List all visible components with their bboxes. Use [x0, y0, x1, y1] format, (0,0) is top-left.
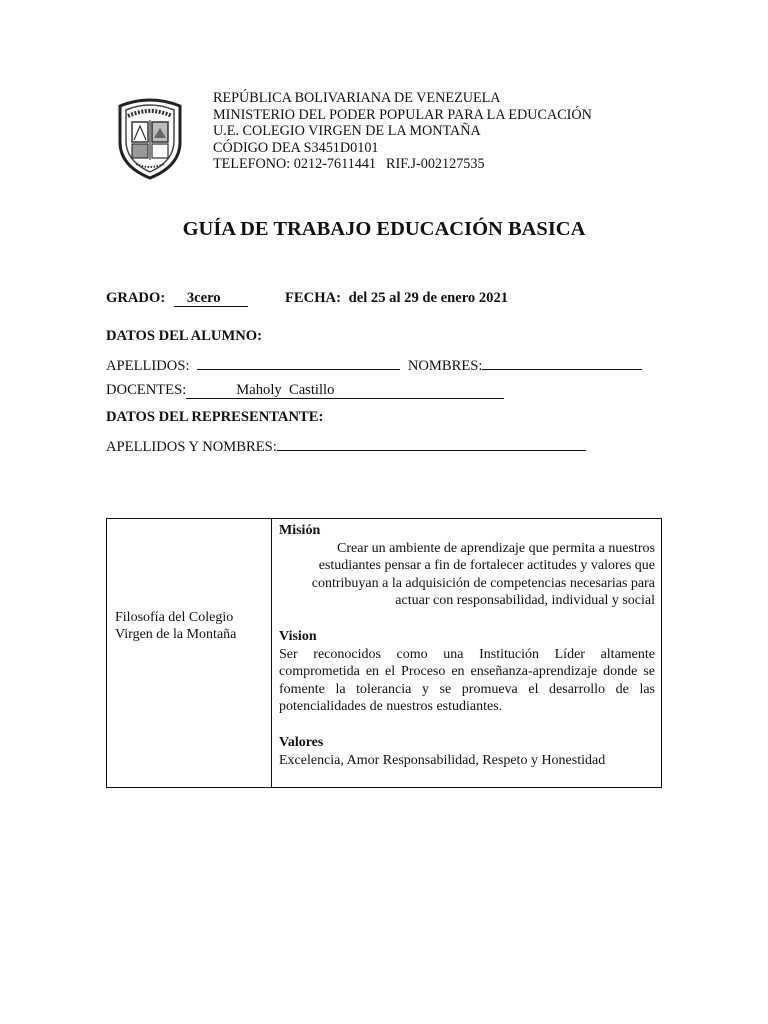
- representante-field[interactable]: [277, 436, 586, 451]
- docentes-value: Maholy Castillo: [236, 382, 335, 398]
- fecha-label: FECHA:: [285, 290, 341, 306]
- philosophy-label-line: Virgen de la Montaña: [115, 627, 237, 642]
- mision-line: contribuyan a la adquisición de competencias necesarias para: [311, 575, 655, 591]
- philosophy-table: [106, 518, 662, 788]
- mision-line: Crear un ambiente de aprendizaje que permita a nuestros: [337, 540, 655, 556]
- header-line: REPÚBLICA BOLIVARIANA DE VENEZUELA: [213, 90, 501, 106]
- school-crest-icon: [112, 96, 188, 180]
- letterhead: [213, 90, 592, 173]
- vision-text: Ser reconocidos como una Institución Líder altamente comprometida en el Proceso en enseñanza-aprendizaje donde se fomente la tolerancia y se promueva el desarrollo de las potencialidades de nuestros estudiantes.: [279, 646, 655, 715]
- mision-heading: Misión: [279, 523, 321, 538]
- phone: TELEFONO: 0212-7611441: [213, 156, 377, 173]
- philosophy-label: [115, 609, 265, 643]
- vision-heading: Vision: [279, 628, 317, 644]
- page-title: GUÍA DE TRABAJO EDUCACIÓN BASICA: [182, 218, 586, 240]
- header-line: CÓDIGO DEA S3451D0101: [213, 139, 379, 156]
- representante-label: APELLIDOS Y NOMBRES:: [106, 439, 277, 455]
- nombres-label: NOMBRES:: [407, 358, 483, 374]
- grado-value: 3cero: [186, 290, 221, 306]
- fecha-value: del 25 al 29 de enero 2021: [348, 290, 509, 306]
- philosophy-label-line: Filosofía del Colegio: [115, 610, 234, 625]
- apellidos-row: [106, 355, 642, 375]
- philosophy-content: [279, 522, 655, 769]
- representante-heading: DATOS DEL REPRESENTANTE:: [106, 409, 324, 425]
- rif: RIF.J-002127535: [386, 156, 485, 173]
- mision-line: estudiantes pensar a fin de fortalecer actitudes y valores que: [318, 558, 655, 574]
- grado-label: GRADO:: [106, 290, 166, 306]
- apellidos-field[interactable]: [197, 355, 400, 370]
- fecha-row: [285, 290, 508, 307]
- alumno-heading: DATOS DEL ALUMNO:: [106, 328, 262, 344]
- docentes-label: DOCENTES:: [106, 382, 187, 398]
- docentes-field[interactable]: [186, 383, 504, 399]
- contact-line: [213, 156, 592, 173]
- grado-field[interactable]: [174, 291, 248, 307]
- docentes-row: [106, 382, 504, 399]
- representante-row: [106, 436, 586, 456]
- nombres-field[interactable]: [482, 355, 642, 370]
- valores-text: Excelencia, Amor Responsabilidad, Respeto y Honestidad: [279, 752, 606, 768]
- grado-row: [106, 290, 248, 307]
- table-divider: [271, 519, 272, 787]
- header-line: U.E. COLEGIO VIRGEN DE LA MONTAÑA: [213, 123, 481, 140]
- mision-text: [279, 540, 655, 610]
- valores-heading: Valores: [279, 734, 324, 750]
- header-line: MINISTERIO DEL PODER POPULAR PARA LA EDUCACIÓN: [213, 106, 592, 123]
- apellidos-label: APELLIDOS:: [106, 358, 190, 374]
- mision-line: actuar con responsabilidad, individual y social: [395, 593, 655, 609]
